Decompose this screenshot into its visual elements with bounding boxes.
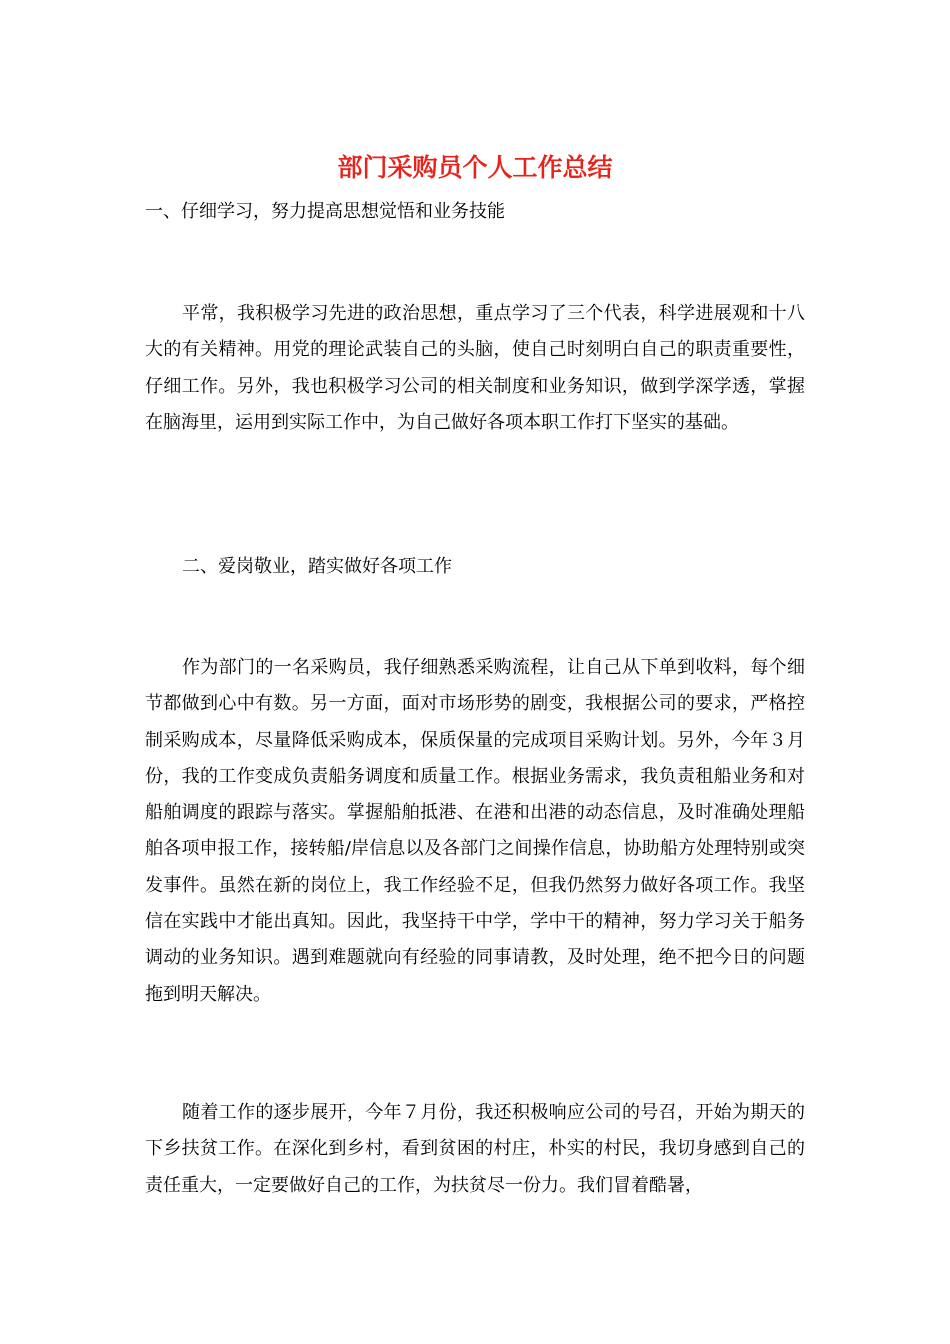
section-heading-2: 二、爱岗敬业，踏实做好各项工作: [182, 556, 452, 577]
section-heading-1: 一、仔细学习，努力提高思想觉悟和业务技能: [145, 201, 505, 222]
paragraph-poverty-relief: 随着工作的逐步展开，今年７月份，我还积极响应公司的号召，开始为期天的下乡扶贫工作。在深化到乡村，看到贫困的村庄，朴实的村民，我切身感到自己的责任重大，一定要做好自己的工作，为扶贫尽一份力。我们冒着酷暑，: [145, 1102, 805, 1196]
paragraph-work: 作为部门的一名采购员，我仔细熟悉采购流程，让自己从下单到收料，每个细节都做到心中有数。另一方面，面对市场形势的剧变，我根据公司的要求，严格控制采购成本，尽量降低采购成本，保质保量的完成项目采购计划。另外，今年３月份，我的工作变成负责船务调度和质量工作。根据业务需求，我负责租船业务和对船舶调度的跟踪与落实。掌握船舶抵港、在港和出港的动态信息，及时准确处理船舶各项申报工作，接转船/岸信息以及各部门之间操作信息，协助船方处理特别或突发事件。虽然在新的岗位上，我工作经验不足，但我仍然努力做好各项工作。我坚信在实践中才能出真知。因此，我坚持干中学，学中干的精神，努力学习关于船务调动的业务知识。遇到难题就向有经验的同事请教，及时处理，绝不把今日的问题拖到明天解决。: [145, 657, 805, 1005]
document-title: 部门采购员个人工作总结: [337, 153, 613, 182]
paragraph-study: 平常，我积极学习先进的政治思想，重点学习了三个代表，科学进展观和十八大的有关精神。用党的理论武装自己的头脑，使自己时刻明白自己的职责重要性，仔细工作。另外，我也积极学习公司的相关制度和业务知识，做到学深学透，掌握在脑海里，运用到实际工作中，为自己做好各项本职工作打下坚实的基础。: [145, 303, 805, 433]
